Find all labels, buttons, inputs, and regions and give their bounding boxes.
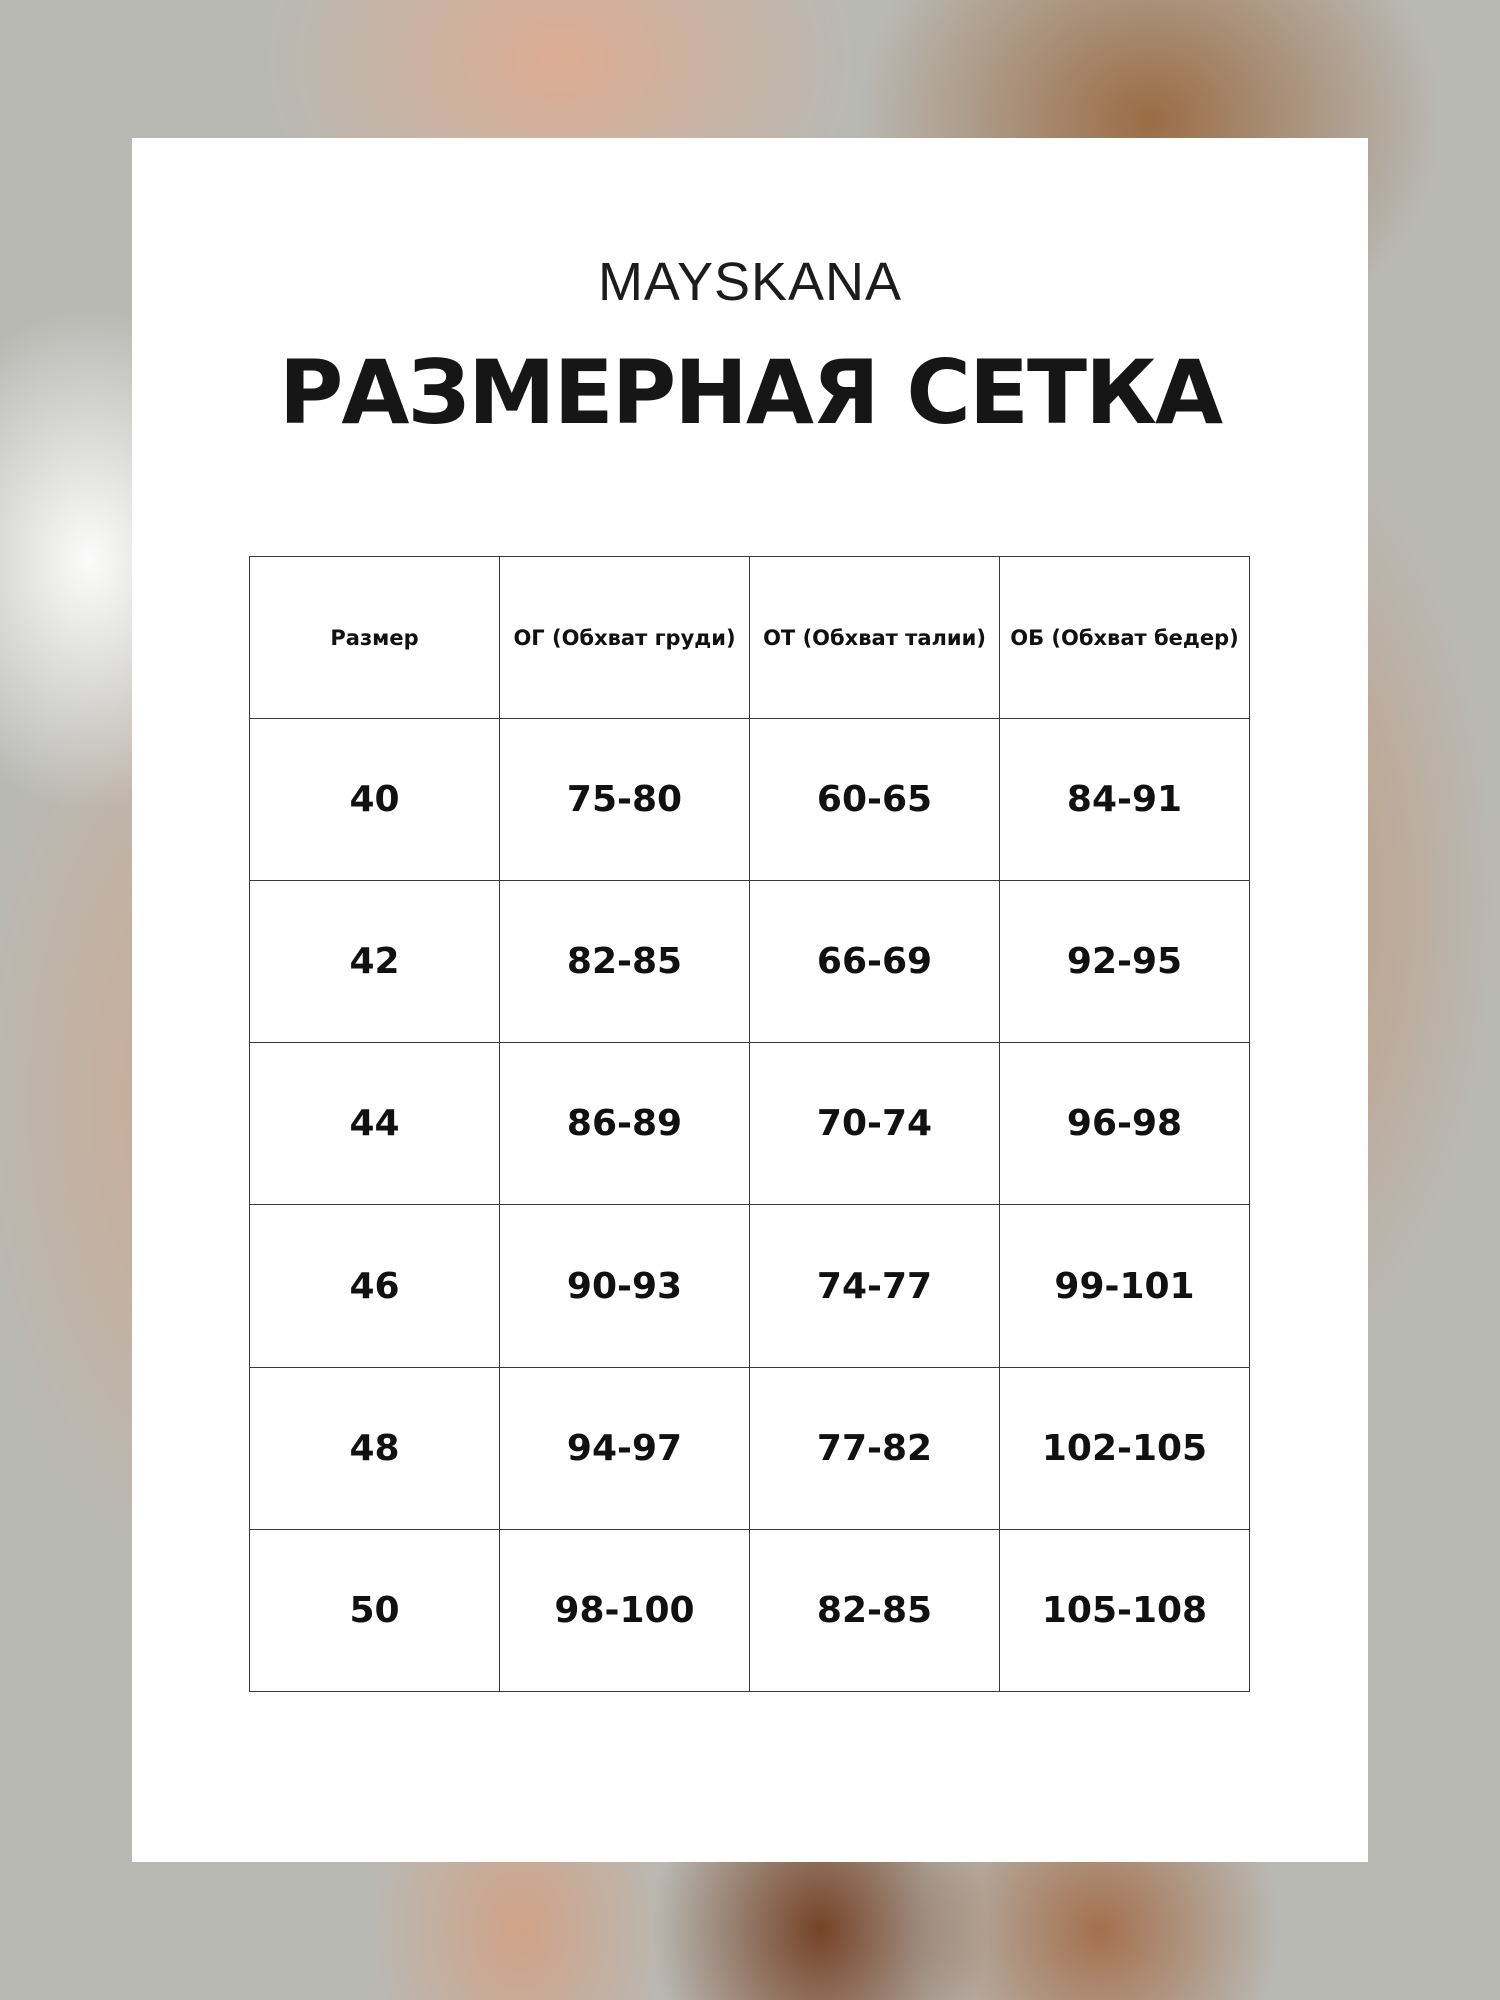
cell-waist: 66-69: [750, 881, 1000, 1043]
cell-hips: 96-98: [1000, 1043, 1250, 1205]
cell-chest: 82-85: [500, 881, 750, 1043]
header-row: [250, 557, 1250, 719]
page-title: РАЗМЕРНАЯ СЕТКА: [278, 341, 1222, 444]
cell-hips: 92-95: [1000, 881, 1250, 1043]
cell-hips: 84-91: [1000, 719, 1250, 881]
cell-hips: 105-108: [1000, 1529, 1250, 1691]
header-chest: ОГ (Обхват груди): [500, 557, 750, 719]
cell-chest: 86-89: [500, 1043, 750, 1205]
size-table-body: [250, 719, 1250, 1692]
cell-waist: 60-65: [750, 719, 1000, 881]
cell-hips: 102-105: [1000, 1367, 1250, 1529]
cell-chest: 94-97: [500, 1367, 750, 1529]
cell-chest: 98-100: [500, 1529, 750, 1691]
cell-hips: 99-101: [1000, 1205, 1250, 1367]
cell-waist: 82-85: [750, 1529, 1000, 1691]
table-row: [250, 1043, 1250, 1205]
cell-size: 46: [250, 1205, 500, 1367]
brand-name: MAYSKANA: [597, 252, 903, 312]
cell-size: 50: [250, 1529, 500, 1691]
cell-size: 44: [250, 1043, 500, 1205]
cell-waist: 70-74: [750, 1043, 1000, 1205]
header-waist: ОТ (Обхват талии): [750, 557, 1000, 719]
table-row: [250, 719, 1250, 881]
cell-size: 40: [250, 719, 500, 881]
cell-waist: 74-77: [750, 1205, 1000, 1367]
header-size: Размер: [250, 557, 500, 719]
table-row: [250, 881, 1250, 1043]
cell-waist: 77-82: [750, 1367, 1000, 1529]
cell-size: 48: [250, 1367, 500, 1529]
cell-size: 42: [250, 881, 500, 1043]
header-hips: ОБ (Обхват бедер): [1000, 557, 1250, 719]
table-row: [250, 1529, 1250, 1691]
table-row: [250, 1367, 1250, 1529]
cell-chest: 90-93: [500, 1205, 750, 1367]
size-table: [249, 556, 1250, 1692]
table-row: [250, 1205, 1250, 1367]
cell-chest: 75-80: [500, 719, 750, 881]
size-table-header: [250, 557, 1250, 719]
